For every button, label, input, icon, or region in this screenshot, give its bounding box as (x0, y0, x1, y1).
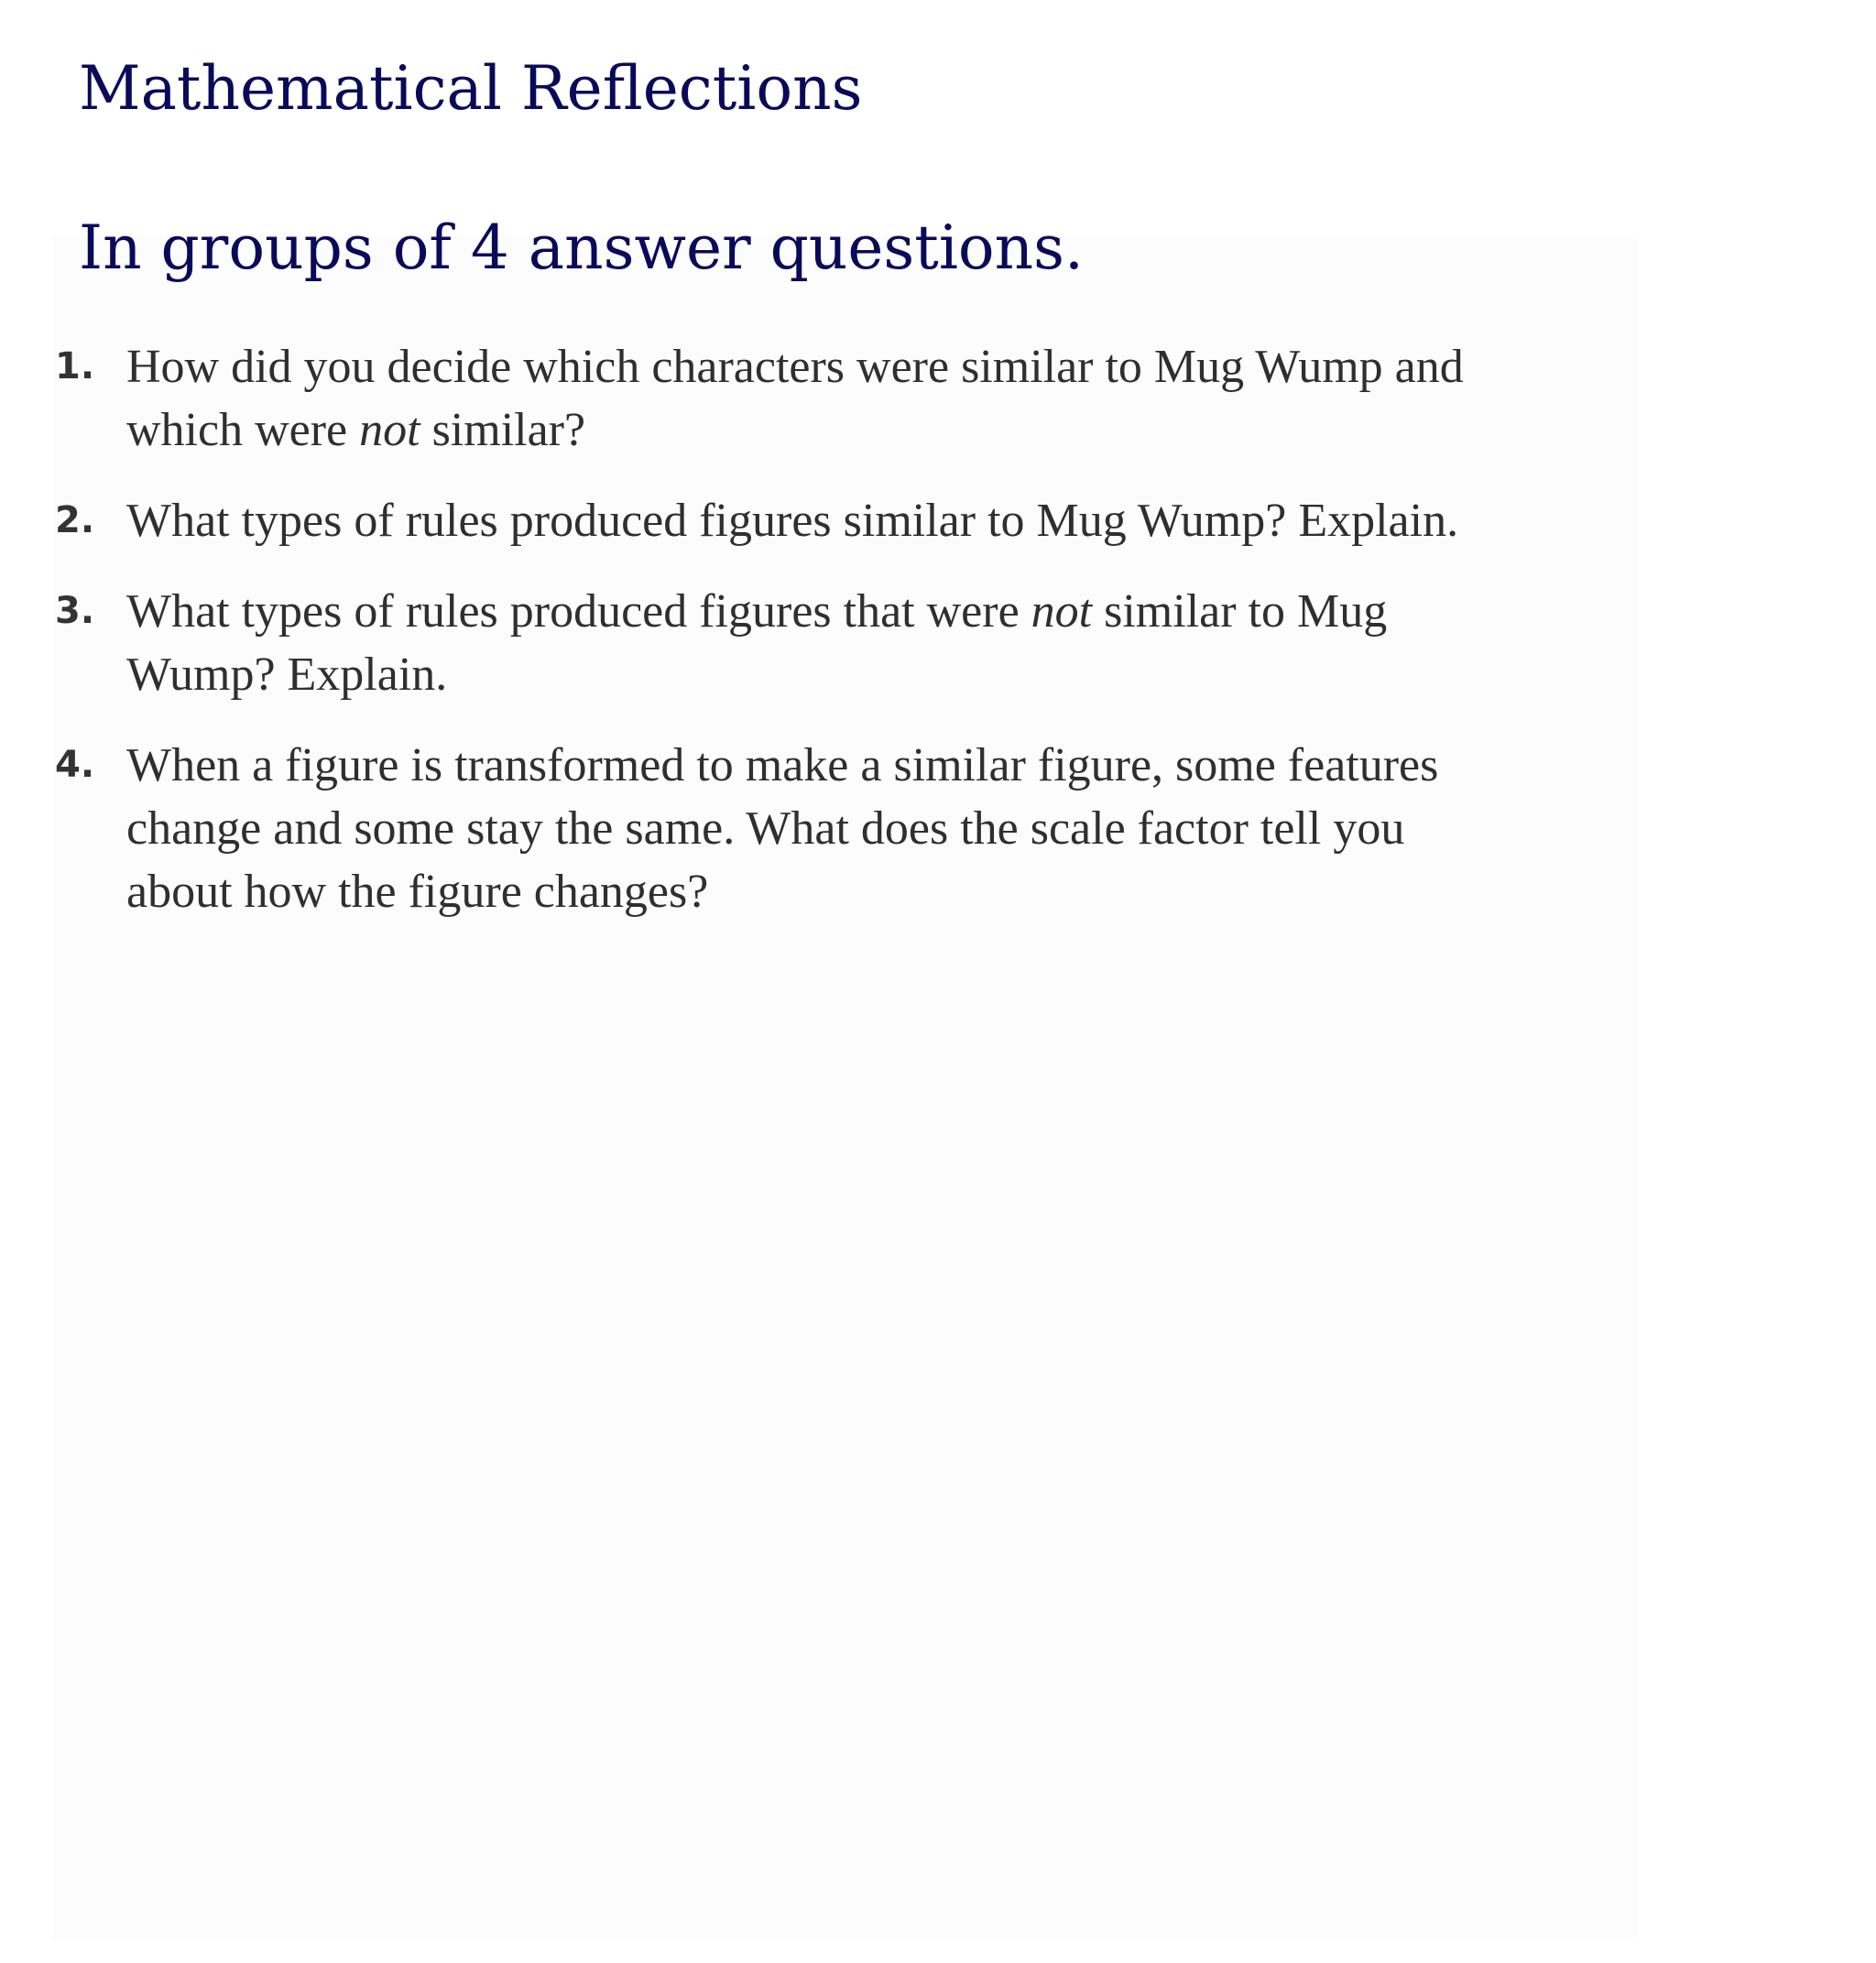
question-item-2 (55, 489, 1640, 552)
question-number: 1. (55, 345, 95, 387)
question-line: What types of rules produced figures similar to Mug Wump? Explain. (126, 495, 1459, 547)
question-text (126, 580, 1684, 706)
question-line-part: which were (126, 404, 360, 456)
question-text (126, 489, 1684, 552)
question-line: How did you decide which characters were similar to Mug Wump and (126, 341, 1464, 393)
question-line-part: similar to Mug (1092, 585, 1388, 638)
question-text (126, 335, 1684, 462)
question-line-part: similar? (420, 404, 586, 456)
question-item-3 (55, 580, 1640, 706)
question-number: 3. (55, 590, 95, 632)
question-list (55, 335, 1640, 951)
question-item-1 (55, 335, 1640, 462)
page-title: Mathematical Reflections (79, 53, 863, 124)
question-text (126, 734, 1684, 923)
question-item-4 (55, 734, 1640, 923)
emphasis-text: not (359, 404, 420, 456)
question-line: about how the figure changes? (126, 866, 709, 918)
question-line: Wump? Explain. (126, 649, 448, 701)
question-number: 4. (55, 744, 95, 786)
emphasis-text: not (1031, 585, 1093, 638)
question-line: change and some stay the same. What does the scale factor tell you (126, 802, 1405, 855)
question-line: When a figure is transformed to make a similar figure, some features (126, 739, 1439, 791)
question-line-part: What types of rules produced figures that were (126, 585, 1031, 638)
question-number: 2. (55, 499, 95, 541)
instructions-subtitle: In groups of 4 answer questions. (79, 213, 1085, 283)
